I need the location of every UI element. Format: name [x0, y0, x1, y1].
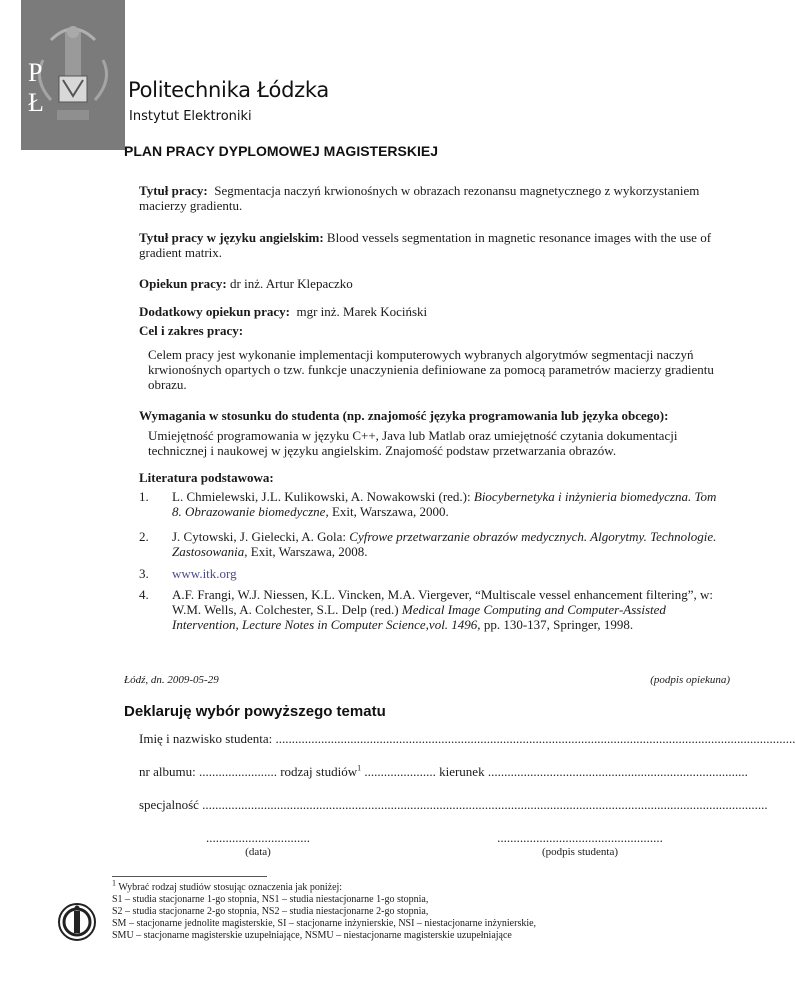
- study-label: rodzaj studiów: [280, 764, 358, 779]
- supervisor-label: Opiekun pracy:: [139, 276, 227, 291]
- supervisor: [139, 276, 731, 291]
- footnote-marker: 1: [112, 878, 116, 888]
- literature-item-authors: A.F. Frangi, W.J. Niessen, K.L. Vincken, M.A. Viergever, “Multiscale vessel enhancement filtering”, w: W.M. Wells, A. Colchester, S.L. Delp (red.): [172, 587, 713, 617]
- thesis-title-en-label: Tytuł pracy w języku angielskim:: [139, 230, 324, 245]
- literature: [139, 470, 731, 485]
- literature-label: Literatura podstawowa:: [139, 470, 274, 485]
- literature-item-rest: pp. 130-137, Springer, 1998.: [480, 617, 634, 632]
- study-footnote-ref: 1: [357, 763, 362, 773]
- thesis-title-value: Segmentacja naczyń krwionośnych w obrazach rezonansu magnetycznego z wykorzystaniem macierzy gradientu.: [139, 183, 700, 213]
- cosupervisor: [139, 304, 731, 319]
- supervisor-signature-caption: (podpis opiekuna): [650, 674, 730, 686]
- literature-item-title: Medical Image Computing and Computer-Assisted Intervention, Lecture Notes in Computer Science,vol. 1496,: [172, 602, 666, 632]
- cosupervisor-value: mgr inż. Marek Kociński: [296, 304, 428, 319]
- university-name: Politechnika Łódzka: [128, 78, 329, 102]
- thesis-title: [139, 183, 731, 213]
- date-caption: (data): [245, 846, 271, 858]
- specialty-label: specjalność: [139, 797, 199, 812]
- footnote-line: S1 – studia stacjonarne 1-go stopnia, NS1 – studia niestacjonarne 1-go stopnia,: [112, 894, 429, 905]
- document-title: PLAN PRACY DYPLOMOWEJ MAGISTERSKIEJ: [124, 143, 439, 159]
- sidebar: [0, 0, 125, 994]
- requirements: [139, 408, 731, 423]
- place-date: Łódź, dn. 2009-05-29: [124, 674, 219, 686]
- thesis-title-label: Tytuł pracy:: [139, 183, 208, 198]
- literature-item-num: 4.: [139, 587, 149, 602]
- goal-label: Cel i zakres pracy:: [139, 323, 244, 338]
- literature-item-rest: , Exit, Warszawa, 2000.: [325, 504, 449, 519]
- footnote-line: S2 – studia stacjonarne 2-go stopnia, NS2 – studia niestacjonarne 2-go stopnia,: [112, 906, 429, 917]
- direction-label: kierunek: [439, 764, 485, 779]
- thesis-title-en-value: Blood vessels segmentation in magnetic resonance images with the use of gradient matrix.: [139, 230, 712, 260]
- footnotes: [112, 878, 732, 942]
- institute-badge-icon: [57, 902, 97, 942]
- date-field[interactable]: ................................ (data): [198, 830, 318, 858]
- cosupervisor-label: Dodatkowy opiekun pracy:: [139, 304, 290, 319]
- thesis-title-en: [139, 230, 731, 260]
- footnote-divider: [112, 876, 267, 877]
- footnote-line: Wybrać rodzaj studiów stosując oznaczenia jak poniżej:: [118, 882, 343, 893]
- logo-letters: P Ł: [28, 58, 90, 117]
- supervisor-value: dr inż. Artur Klepaczko: [230, 276, 353, 291]
- footnote-line: SMU – stacjonarne magisterskie uzupełniające, NSMU – niestacjonarne magisterskie uzupełniające: [112, 930, 512, 941]
- literature-item-authors: J. Cytowski, J. Gielecki, A. Gola:: [172, 529, 350, 544]
- literature-link[interactable]: www.itk.org: [172, 566, 237, 581]
- requirements-label: Wymagania w stosunku do studenta (np. znajomość języka programowania lub języka obcego):: [139, 408, 669, 423]
- student-signature-caption: (podpis studenta): [541, 846, 619, 858]
- goal: [139, 323, 731, 338]
- institute-name: Instytut Elektroniki: [129, 109, 252, 124]
- literature-item-authors: L. Chmielewski, J.L. Kulikowski, A. Nowakowski (red.):: [172, 489, 474, 504]
- specialty-line[interactable]: specjalność ..............................................................................................................................................................................: [139, 797, 768, 812]
- declaration-heading: Deklaruję wybór powyższego tematu: [124, 703, 386, 720]
- footnote-line: SM – stacjonarne jednolite magisterskie, SI – stacjonarne inżynierskie, NSI – niestacjonarne inżynierskie,: [112, 918, 537, 929]
- goal-value: Celem pracy jest wykonanie implementacji komputerowych wybranych algorytmów segmentacji naczyń krwionośnych opartych o tzw. funkcje unaczynienia definiowane za pomocą parametrów macierzy gradientu obrazu.: [148, 347, 714, 392]
- literature-item-num: 3.: [139, 566, 149, 581]
- literature-item-title: Cyfrowe przetwarzanie obrazów medycznych. Algorytmy. Technologie. Zastosowania: [172, 529, 717, 559]
- student-name-label: Imię i nazwisko studenta:: [139, 731, 273, 746]
- student-name-line[interactable]: Imię i nazwisko studenta: ................................................................................................................................................................: [139, 731, 795, 746]
- literature-item-title: Biocybernetyka i inżynieria biomedyczna. Tom 8. Obrazowanie biomedyczne: [172, 489, 717, 519]
- album-study-line[interactable]: nr albumu: ........................ rodzaj studiów$^1$ ...................... kierunek ................................................................................: [139, 763, 748, 779]
- student-signature-field[interactable]: ................................................... (podpis studenta): [485, 830, 675, 858]
- literature-item-rest: , Exit, Warszawa, 2008.: [244, 544, 368, 559]
- literature-item-num: 2.: [139, 529, 149, 544]
- album-label: nr albumu:: [139, 764, 196, 779]
- literature-item-num: 1.: [139, 489, 149, 504]
- requirements-value: Umiejętność programowania w języku C++, Java lub Matlab oraz umiejętność czytania dokumentacji technicznej i naukowej w języku angielskim. Znajomość podstaw przetwarzania obrazów.: [148, 428, 678, 458]
